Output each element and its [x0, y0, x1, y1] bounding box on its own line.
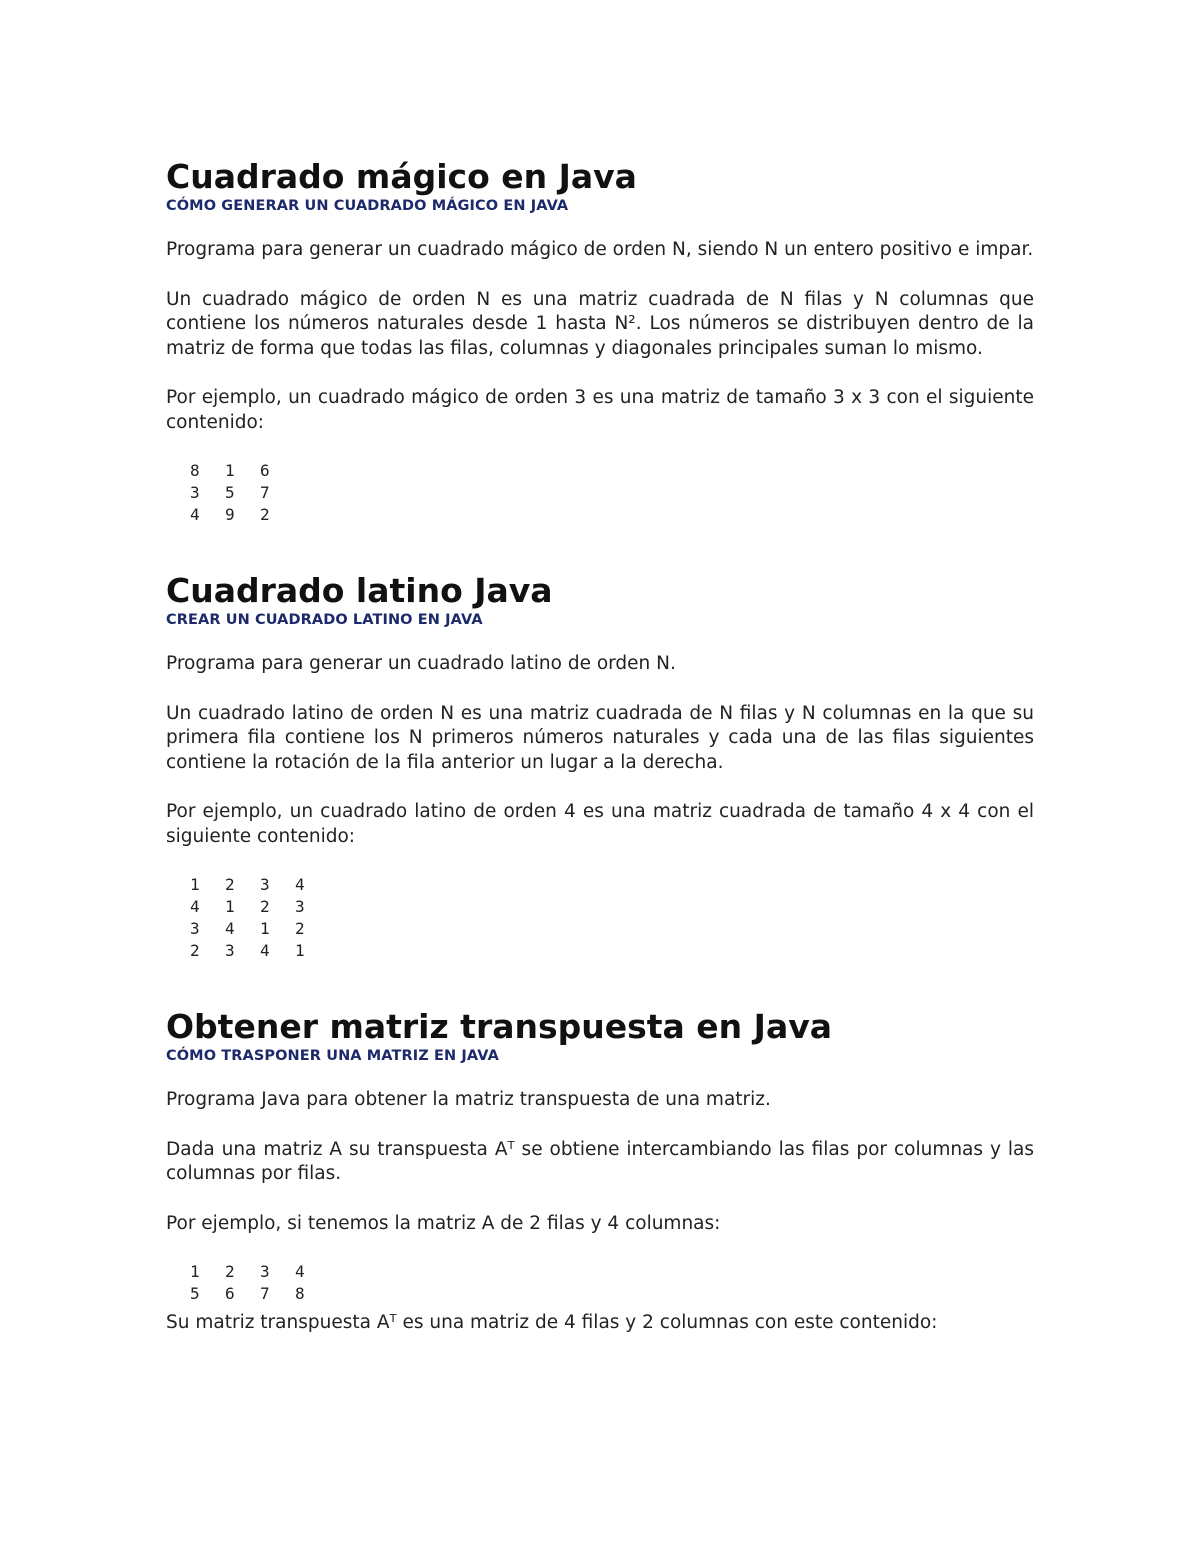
matrix-cell: 3 [190, 919, 200, 938]
section-subtitle: CÓMO GENERAR UN CUADRADO MÁGICO EN JAVA [166, 198, 569, 214]
matrix-cell: 2 [260, 897, 270, 916]
magic-square-matrix [190, 460, 1034, 526]
matrix-cell: 1 [190, 1262, 200, 1281]
matrix-cell: 1 [295, 941, 305, 960]
matrix-row [190, 1283, 1034, 1305]
paragraph: Por ejemplo, un cuadrado latino de orden 4 es una matriz cuadrada de tamaño 4 x 4 con el siguiente contenido: [166, 801, 1034, 847]
matrix-row [190, 460, 1034, 482]
latin-square-matrix [190, 874, 1034, 962]
section-subtitle: CREAR UN CUADRADO LATINO EN JAVA [166, 612, 483, 628]
paragraph: Un cuadrado mágico de orden N es una matriz cuadrada de N filas y N columnas que contiene los números naturales desde 1 hasta N². Los números se distribuyen dentro de la matriz de forma que todas las filas, columnas y diagonales principales suman lo mismo. [166, 288, 1034, 359]
matrix-cell: 4 [295, 875, 305, 894]
matrix-cell: 6 [260, 461, 270, 480]
matrix-cell: 9 [225, 505, 235, 524]
section-title: Obtener matriz transpuesta en Java [166, 1007, 832, 1046]
matrix-cell: 1 [225, 897, 235, 916]
matrix-cell: 3 [190, 483, 200, 502]
matrix-row [190, 918, 1034, 940]
matrix-row [190, 940, 1034, 962]
matrix-cell: 3 [225, 941, 235, 960]
paragraph: Programa para generar un cuadrado latino de orden N. [166, 653, 676, 674]
matrix-cell: 8 [295, 1284, 305, 1303]
paragraph: Por ejemplo, si tenemos la matriz A de 2 filas y 4 columnas: [166, 1212, 721, 1234]
matrix-cell: 7 [260, 1284, 270, 1303]
matrix-row [190, 504, 1034, 526]
matrix-row [190, 482, 1034, 504]
paragraph: Un cuadrado latino de orden N es una matriz cuadrada de N filas y N columnas en la que su primera fila contiene los N primeros números naturales y cada una de las filas siguientes contiene la rotación de la fila anterior un lugar a la derecha. [166, 702, 1034, 773]
paragraph: Su matriz transpuesta Aᵀ es una matriz de 4 filas y 2 columnas con este contenido: [166, 1312, 938, 1333]
matrix-row [190, 896, 1034, 918]
matrix-cell: 3 [260, 1262, 270, 1281]
matrix-cell: 6 [225, 1284, 235, 1303]
matrix-cell: 5 [190, 1284, 200, 1303]
matrix-row [190, 1261, 1034, 1283]
document-page [166, 158, 1034, 1382]
matrix-cell: 7 [260, 483, 270, 502]
matrix-cell: 4 [260, 941, 270, 960]
matrix-cell: 8 [190, 461, 200, 480]
section-transpose [166, 1008, 1034, 1336]
matrix-row [190, 874, 1034, 896]
paragraph: Programa para generar un cuadrado mágico de orden N, siendo N un entero positivo e impar. [166, 239, 1034, 260]
matrix-cell: 2 [225, 875, 235, 894]
matrix-cell: 2 [260, 505, 270, 524]
matrix-cell: 3 [260, 875, 270, 894]
matrix-cell: 1 [190, 875, 200, 894]
matrix-cell: 2 [225, 1262, 235, 1281]
matrix-cell: 1 [260, 919, 270, 938]
matrix-cell: 1 [225, 461, 235, 480]
section-latin-square [166, 572, 1034, 962]
matrix-cell: 4 [190, 505, 200, 524]
paragraph: Dada una matriz A su transpuesta Aᵀ se obtiene intercambiando las filas por columnas y las columnas por filas. [166, 1138, 1034, 1184]
matrix-cell: 2 [190, 941, 200, 960]
section-title: Cuadrado mágico en Java [166, 157, 637, 196]
matrix-a [190, 1261, 1034, 1305]
section-subtitle: CÓMO TRASPONER UNA MATRIZ EN JAVA [166, 1048, 499, 1064]
matrix-cell: 4 [225, 919, 235, 938]
matrix-cell: 4 [295, 1262, 305, 1281]
matrix-cell: 2 [295, 919, 305, 938]
paragraph: Programa Java para obtener la matriz transpuesta de una matriz. [166, 1089, 771, 1110]
section-title: Cuadrado latino Java [166, 571, 553, 610]
matrix-cell: 3 [295, 897, 305, 916]
paragraph: Por ejemplo, un cuadrado mágico de orden 3 es una matriz de tamaño 3 x 3 con el siguiente contenido: [166, 387, 1034, 433]
matrix-cell: 5 [225, 483, 235, 502]
section-magic-square [166, 158, 1034, 526]
matrix-cell: 4 [190, 897, 200, 916]
